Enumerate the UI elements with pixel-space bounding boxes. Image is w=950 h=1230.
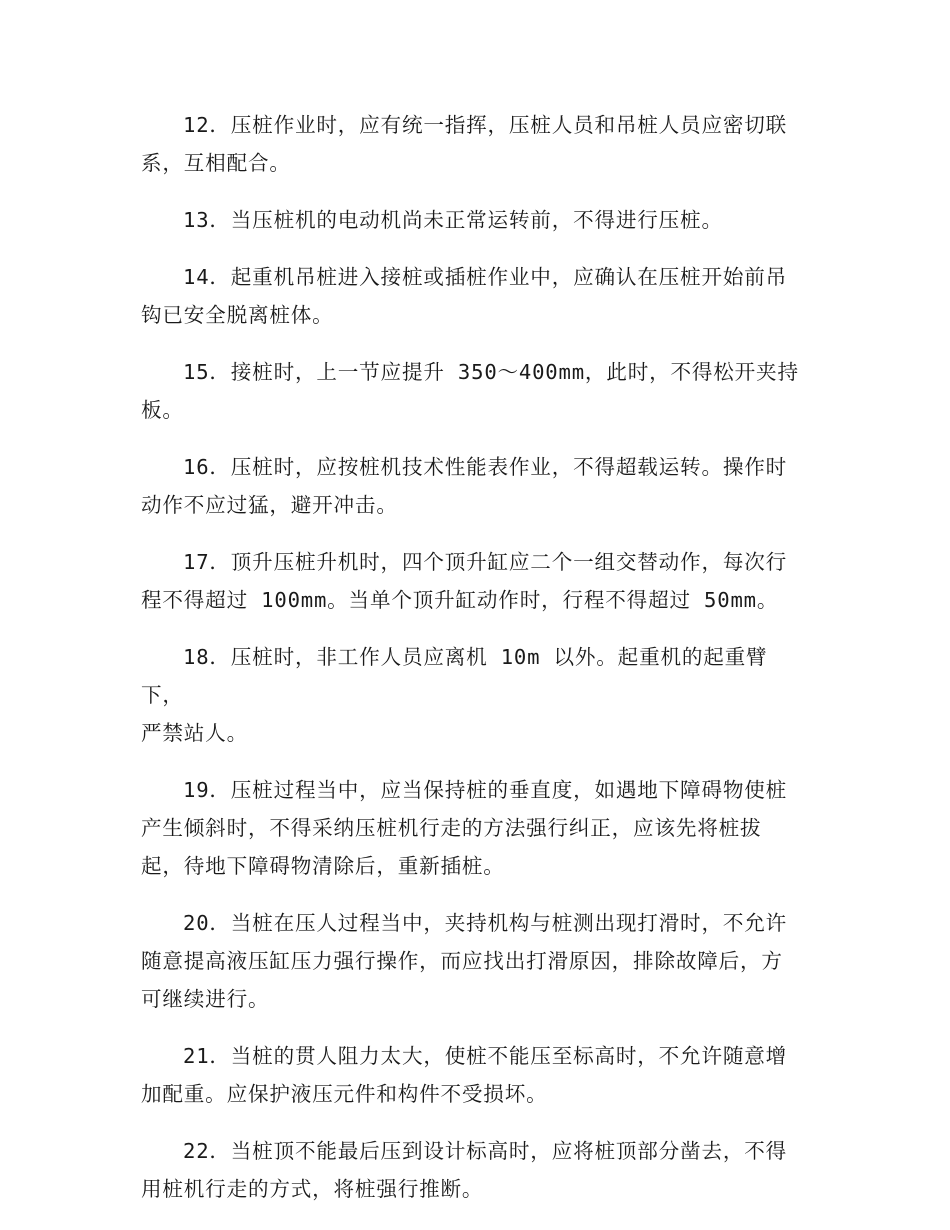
paragraph-15 <box>141 353 801 429</box>
paragraph-12 <box>141 106 801 182</box>
paragraph-16 <box>141 448 801 524</box>
paragraph-line: 20．当桩在压人过程当中，夹持机构与桩测出现打滑时，不允许 <box>183 911 788 935</box>
paragraph-line: 动作不应过猛，避开冲击。 <box>141 493 398 517</box>
paragraph-19 <box>141 771 801 885</box>
paragraph-line: 钩已安全脱离桩体。 <box>141 303 334 327</box>
paragraph-line: 22．当桩顶不能最后压到设计标高时，应将桩顶部分凿去，不得 <box>183 1139 788 1163</box>
paragraph-line: 程不得超过 100mm。当单个顶升缸动作时，行程不得超过 50mm。 <box>141 588 779 612</box>
paragraph-line: 产生倾斜时，不得采纳压桩机行走的方法强行纠正，应该先将桩拔 <box>141 816 762 840</box>
paragraph-line: 14．起重机吊桩进入接桩或插桩作业中，应确认在压桩开始前吊 <box>183 265 788 289</box>
paragraph-line: 板。 <box>141 398 184 422</box>
paragraph-line: 15．接桩时，上一节应提升 350～400mm，此时，不得松开夹持 <box>183 360 799 384</box>
paragraph-22 <box>141 1132 801 1208</box>
paragraph-14 <box>141 258 801 334</box>
paragraph-line: 19．压桩过程当中，应当保持桩的垂直度，如遇地下障碍物使桩 <box>183 778 788 802</box>
paragraph-line: 系，互相配合。 <box>141 151 291 175</box>
paragraph-line: 21．当桩的贯人阻力太大，使桩不能压至标高时，不允许随意增 <box>183 1044 788 1068</box>
paragraph-line: 严禁站人。 <box>141 721 248 745</box>
paragraph-line: 13．当压桩机的电动机尚未正常运转前，不得进行压桩。 <box>183 208 723 232</box>
paragraph-line: 17．顶升压桩升机时，四个顶升缸应二个一组交替动作，每次行 <box>183 550 788 574</box>
paragraph-13 <box>141 201 801 239</box>
document-body <box>141 106 801 1227</box>
paragraph-21 <box>141 1037 801 1113</box>
paragraph-line: 12．压桩作业时，应有统一指挥，压桩人员和吊桩人员应密切联 <box>183 113 788 137</box>
paragraph-line: 可继续进行。 <box>141 987 270 1011</box>
paragraph-line: 用桩机行走的方式，将桩强行推断。 <box>141 1177 484 1201</box>
paragraph-18 <box>141 638 801 752</box>
paragraph-line: 起，待地下障碍物清除后，重新插桩。 <box>141 854 505 878</box>
paragraph-line: 18．压桩时，非工作人员应离机 10m 以外。起重机的起重臂下， <box>141 645 768 707</box>
paragraph-line: 随意提高液压缸压力强行操作，而应找出打滑原因，排除故障后，方 <box>141 949 783 973</box>
paragraph-17 <box>141 543 801 619</box>
paragraph-line: 加配重。应保护液压元件和构件不受损坏。 <box>141 1082 548 1106</box>
paragraph-line: 16．压桩时，应按桩机技术性能表作业，不得超载运转。操作时 <box>183 455 788 479</box>
paragraph-20 <box>141 904 801 1018</box>
